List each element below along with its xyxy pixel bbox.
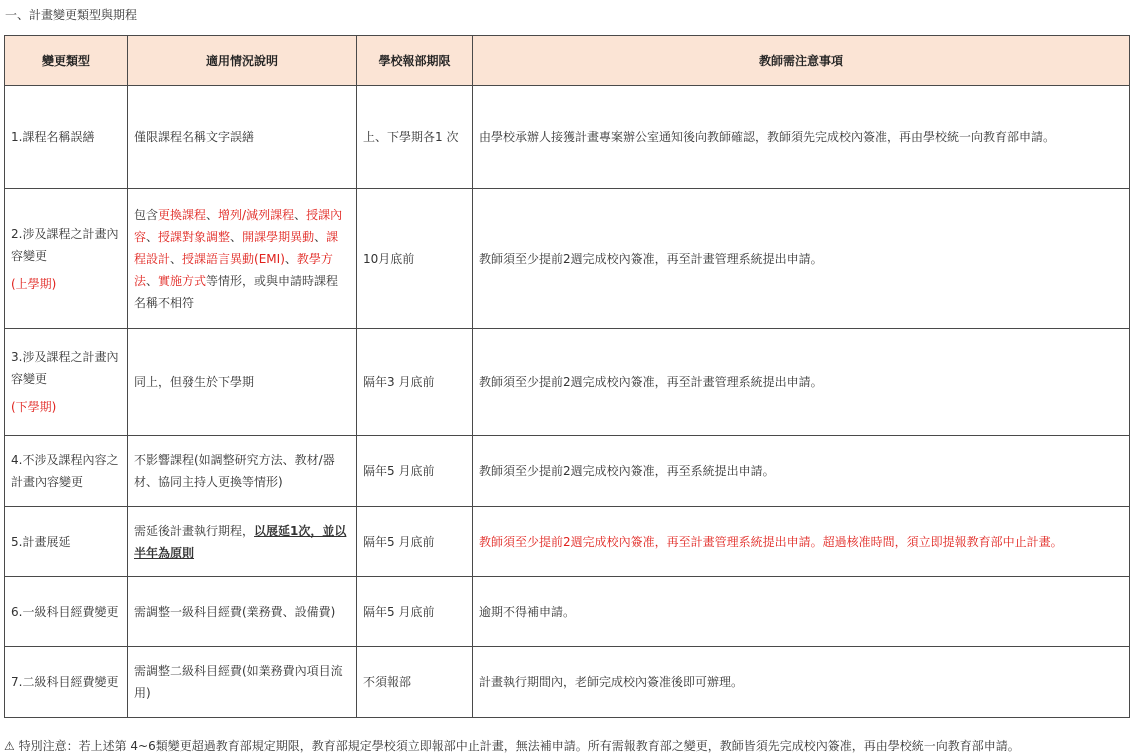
desc-item: 實施方式 — [158, 273, 207, 288]
type-label: 2.涉及課程之計畫內容變更 — [11, 226, 119, 263]
table-row — [5, 507, 1130, 577]
cell-desc — [128, 189, 357, 329]
cell-deadline: 上、下學期各1 次 — [357, 86, 473, 189]
footnote — [4, 737, 1020, 754]
desc-text: 需延後計畫執行期程， — [134, 523, 255, 538]
cell-desc: 需調整一級科目經費(業務費、設備費) — [128, 577, 357, 647]
cell-note: 逾期不得補申請。 — [473, 577, 1130, 647]
cell-note: 教師須至少提前2週完成校內簽准，再至計畫管理系統提出申請。超過核准時間，須立即提報教育部中止計畫。 — [473, 507, 1130, 577]
cell-desc: 同上，但發生於下學期 — [128, 329, 357, 436]
type-term: (上學期) — [11, 276, 57, 291]
cell-desc: 僅限課程名稱文字誤繕 — [128, 86, 357, 189]
desc-sep: 、 — [170, 251, 183, 266]
cell-deadline: 10月底前 — [357, 189, 473, 329]
cell-deadline: 不須報部 — [357, 647, 473, 718]
desc-sep: 、 — [206, 207, 219, 222]
cell-type: 5.計畫展延 — [5, 507, 128, 577]
section-title: 一、計畫變更類型與期程 — [5, 8, 138, 22]
table-row — [5, 647, 1130, 718]
cell-note: 教師須至少提前2週完成校內簽准，再至計畫管理系統提出申請。 — [473, 329, 1130, 436]
desc-emphasis: 以展延1次，並以半年為原則 — [134, 523, 347, 560]
cell-type: 7.二級科目經費變更 — [5, 647, 128, 718]
desc-item: 教學方法 — [134, 251, 333, 288]
warning-icon: ⚠ — [4, 739, 15, 753]
cell-type: 6.一級科目經費變更 — [5, 577, 128, 647]
desc-sep: 、 — [284, 251, 297, 266]
cell-deadline: 隔年5 月底前 — [357, 577, 473, 647]
header-change-type: 變更類型 — [5, 36, 128, 86]
cell-note: 教師須至少提前2週完成校內簽准，再至計畫管理系統提出申請。 — [473, 189, 1130, 329]
table-row — [5, 86, 1130, 189]
cell-desc: 需調整二級科目經費(如業務費內項目流用) — [128, 647, 357, 718]
cell-deadline: 隔年3 月底前 — [357, 329, 473, 436]
cell-type — [5, 189, 128, 329]
header-deadline: 學校報部期限 — [357, 36, 473, 86]
cell-deadline: 隔年5 月底前 — [357, 507, 473, 577]
desc-item: 授課內容 — [134, 207, 343, 244]
cell-note: 由學校承辦人接獲計畫專案辦公室通知後向教師確認，教師須先完成校內簽准，再由學校統一向教育部申請。 — [473, 86, 1130, 189]
header-description: 適用情況說明 — [128, 36, 357, 86]
cell-deadline: 隔年5 月底前 — [357, 436, 473, 507]
desc-sep: 、 — [230, 229, 243, 244]
header-row — [5, 36, 1130, 86]
header-teacher-notes: 教師需注意事項 — [473, 36, 1130, 86]
cell-note: 計畫執行期間內，老師完成校內簽准後即可辦理。 — [473, 647, 1130, 718]
desc-item: 授課對象調整 — [158, 229, 231, 244]
change-type-table — [4, 35, 1130, 718]
table-row — [5, 189, 1130, 329]
desc-sep: 、 — [146, 229, 159, 244]
type-label: 3.涉及課程之計畫內容變更 — [11, 350, 119, 386]
cell-note: 教師須至少提前2週完成校內簽准，再至系統提出申請。 — [473, 436, 1130, 507]
desc-item: 更換課程 — [158, 207, 207, 222]
cell-type: 4.不涉及課程內容之計畫內容變更 — [5, 436, 128, 507]
cell-desc — [128, 507, 357, 577]
footnote-text: 特別注意：若上述第 4~6類變更超過教育部規定期限，教育部規定學校須立即報部中止計畫，無法補申請。所有需報教育部之變更，教師皆須先完成校內簽准，再由學校統一向教育部申請。 — [18, 739, 1020, 753]
cell-desc: 不影響課程(如調整研究方法、教材/器材、協同主持人更換等情形) — [128, 436, 357, 507]
desc-item: 授課語言異動(EMI) — [182, 251, 285, 266]
cell-type: 1.課程名稱誤繕 — [5, 86, 128, 189]
cell-type — [5, 329, 128, 436]
table-row — [5, 329, 1130, 436]
desc-text: 包含 — [134, 207, 159, 222]
table-row — [5, 577, 1130, 647]
desc-sep: 、 — [146, 273, 159, 288]
desc-item: 課程設計 — [134, 229, 339, 266]
desc-item: 增列/減列課程 — [218, 207, 295, 222]
desc-text: 等情形，或與申請時課程名稱不相符 — [134, 273, 339, 310]
type-term: (下學期) — [11, 400, 57, 414]
desc-item: 開課學期異動 — [242, 229, 315, 244]
desc-sep: 、 — [314, 229, 327, 244]
table-row — [5, 436, 1130, 507]
desc-sep: 、 — [294, 207, 307, 222]
